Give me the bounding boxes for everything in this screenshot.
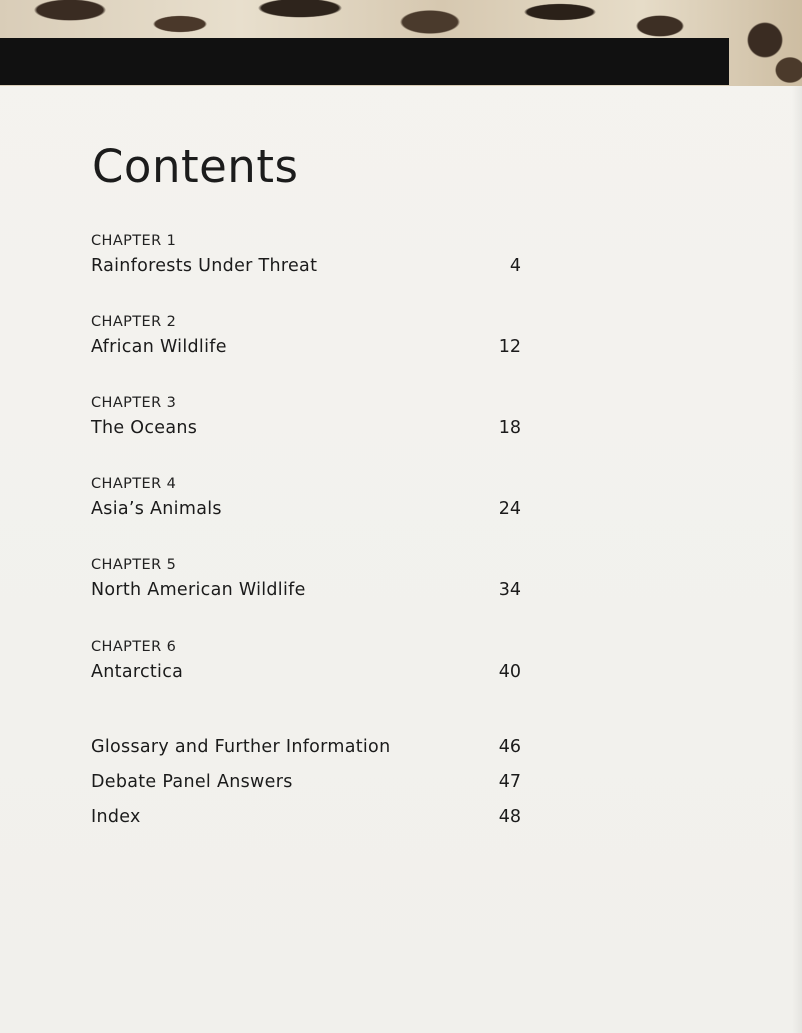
toc-entry-index[interactable] xyxy=(91,807,531,831)
page-number: 24 xyxy=(498,499,521,519)
toc-entry-glossary[interactable] xyxy=(91,737,531,761)
toc-entry-debate-answers[interactable] xyxy=(91,772,531,796)
page-number: 46 xyxy=(498,737,521,757)
chapter-title: North American Wildlife xyxy=(91,580,306,600)
page-number: 4 xyxy=(509,256,521,276)
page-number: 18 xyxy=(498,418,521,438)
toc-entry-chapter-1[interactable] xyxy=(91,232,531,280)
entry-title: Debate Panel Answers xyxy=(91,772,293,792)
chapter-title: Rainforests Under Threat xyxy=(91,256,318,276)
chapter-label: CHAPTER 5 xyxy=(91,557,177,573)
header-band xyxy=(0,38,729,85)
chapter-title: The Oceans xyxy=(91,418,198,438)
toc-entry-chapter-5[interactable] xyxy=(91,556,531,604)
page-number: 40 xyxy=(498,662,521,682)
toc-entry-chapter-2[interactable] xyxy=(91,313,531,361)
entry-title: Glossary and Further Information xyxy=(91,737,391,757)
chapter-label: CHAPTER 1 xyxy=(91,233,177,249)
chapter-title: Antarctica xyxy=(91,662,184,682)
chapter-label: CHAPTER 2 xyxy=(91,314,177,330)
entry-title: Index xyxy=(91,807,141,827)
chapter-label: CHAPTER 6 xyxy=(91,639,177,655)
chapter-title: African Wildlife xyxy=(91,337,227,357)
page-title: Contents xyxy=(92,140,299,193)
page-number: 34 xyxy=(498,580,521,600)
toc-entry-chapter-4[interactable] xyxy=(91,475,531,523)
chapter-label: CHAPTER 4 xyxy=(91,476,177,492)
toc-entry-chapter-6[interactable] xyxy=(91,638,531,686)
chapter-label: CHAPTER 3 xyxy=(91,395,177,411)
page-number: 12 xyxy=(498,337,521,357)
chapter-title: Asia’s Animals xyxy=(91,499,222,519)
page-edge-shadow xyxy=(792,86,802,1033)
page-number: 47 xyxy=(498,772,521,792)
page-number: 48 xyxy=(498,807,521,827)
toc-entry-chapter-3[interactable] xyxy=(91,394,531,442)
